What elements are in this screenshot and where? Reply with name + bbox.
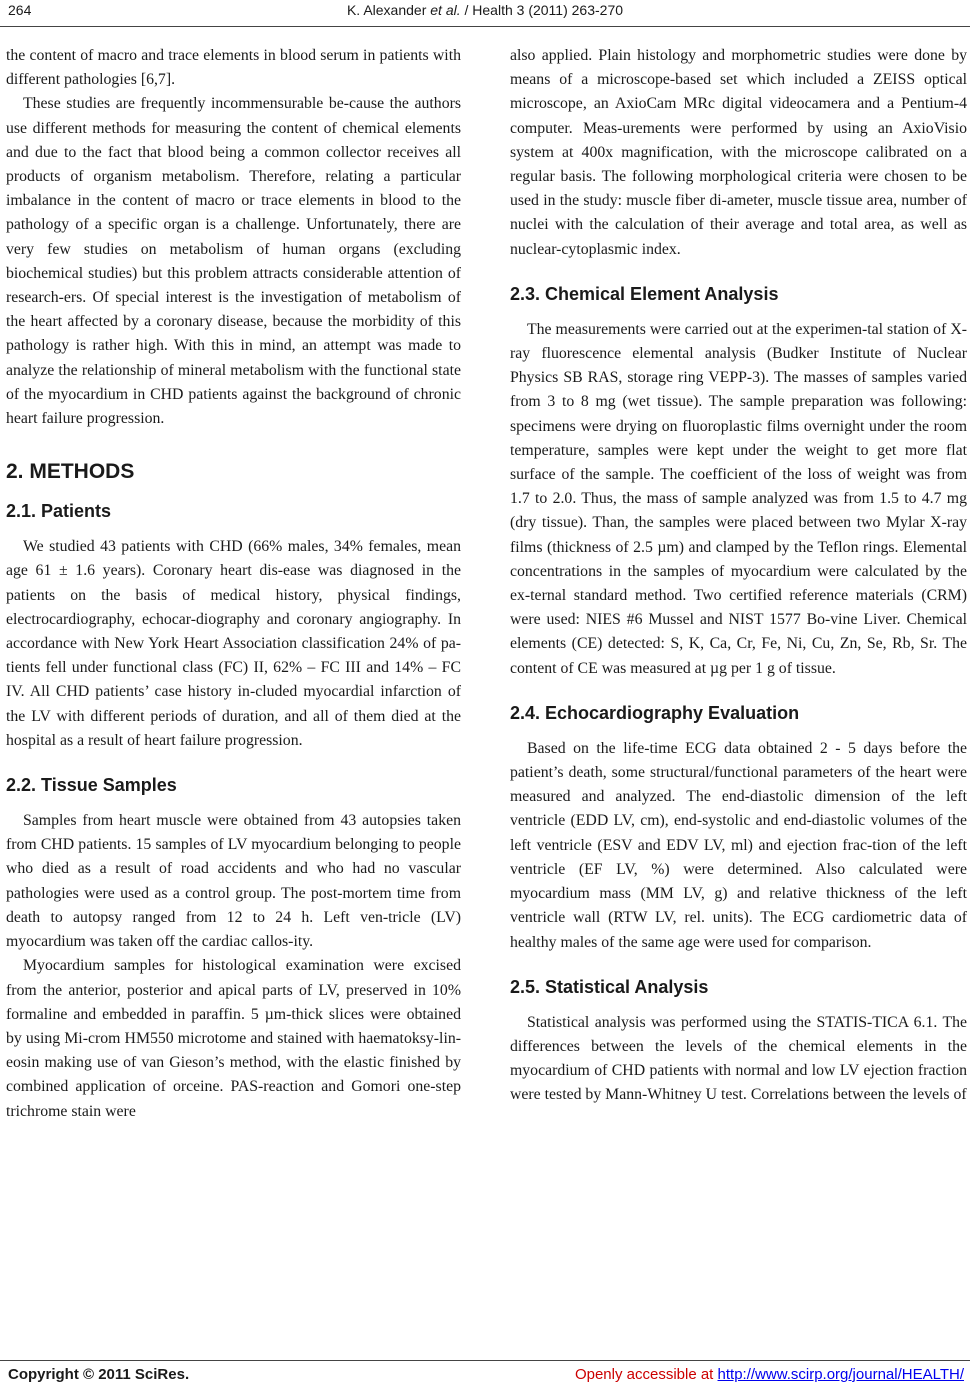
open-access-label: Openly accessible at (574, 1366, 718, 1383)
paragraph: the content of macro and trace elements in blood serum in patients with different pathologies [6,7]. (6, 47, 461, 89)
header-rule (0, 26, 970, 27)
paragraph: We studied 43 patients with CHD (66% males, 34% females, mean age 61 ± 1.6 years). Coronary heart dis-ease was diagnosed in the patients on the basis of medical history, physical findings, electrocardiography, echocar-diography and coronary angiography. In accordance with New York Heart Association classification 24% of pa-tients fell under functional class (FC) II, 62% – FC III and 14% – FC IV. All CHD patients’ case history in-cluded myocardial infarction of the LV with different periods of duration, and all of them died at the hospital as a result of heart failure progression. (6, 538, 461, 749)
journal-link[interactable]: http://www.scirp.org/journal/HEALTH/ (717, 1366, 964, 1383)
running-head-etal: et al. (430, 2, 461, 18)
running-head-citation: / Health 3 (2011) 263-270 (460, 2, 624, 18)
section-heading-methods: 2. METHODS (6, 460, 135, 484)
running-head (0, 2, 970, 18)
page-header (0, 2, 970, 24)
page-number: 264 (8, 2, 32, 18)
footer-rule (0, 1360, 970, 1361)
paragraph: The measurements were carried out at the experimen-tal station of X-ray fluorescence elemental analysis (Budker Institute of Nuclear Physics SB RAS, storage ring VEPP-3). The masses of samples varied from 3 to 8 mg (wet tissue). The sample preparation was following: specimens were drying on fluoroplastic films overnight under the room temperature, samples were kept under the weight to get more flat surface of the sample. The coefficient of the loss of weight was from 1.7 to 2.0. Thus, the mass of sample analyzed was from 1.5 to 4.7 mg (dry tissue). Than, the samples were placed between two Mylar X-ray films (thickness of 2.5 µm) and clamped by the Teflon rings. Elemental concentrations in the samples of myocardium were calculated by the ex-ternal standard method. Two certified reference materials (CRM) were used: NIES #6 Mussel and NIST 1577 Bo-vine Liver. Chemical elements (CE) detected: S, K, Ca, Cr, Fe, Ni, Cu, Zn, Se, Rb, Sr. The content of CE was measured at µg per 1 g of tissue. (510, 320, 967, 677)
subsection-heading-chemical-analysis: 2.3. Chemical Element Analysis (510, 283, 779, 304)
paragraph: also applied. Plain histology and morphometric studies were done by means of a microscope-based set which included a ZEISS optical microscope, an AxioCam MRc digital videocamera and a Pentium-4 computer. Meas-urements were performed by using an AxioVisio system at 400x magnification, with the microscope calibrated on a regular basis. The following morphological criteria were chosen to be used in the study: muscle fiber di-ameter, muscle tissue area, number of nuclei with the calculation of their average and total area, as well as nuclear-cytoplasmic index. (510, 47, 967, 258)
left-column (6, 44, 461, 1124)
running-head-authors: K. Alexander (346, 2, 431, 18)
subsection-heading-echocardiography: 2.4. Echocardiography Evaluation (510, 702, 800, 723)
right-column (510, 44, 967, 1108)
paragraph: These studies are frequently incommensurable be-cause the authors use different methods for measuring the content of chemical elements and due to the fact that blood being a common collector receives all products of organism metabolism. Therefore, relating a particular imbalance in the content of macro or trace elements in blood to the pathology of a specific organ is a challenge. Unfortunately, there are very few studies on metabolism of human organs (excluding biochemical studies) but this problem attracts considerable attention of research-ers. Of special interest is the investigation of metabolism of the heart affected by a coronary disease, because the morbidity of this pathology is rather high. With this in mind, an attempt was made to analyze the relationship of mineral metabolism with the functional state of the myocardium in CHD patients against the background of chronic heart failure progression. (6, 95, 461, 428)
copyright-notice: Copyright © 2011 SciRes. (8, 1366, 190, 1383)
subsection-heading-statistical-analysis: 2.5. Statistical Analysis (510, 976, 709, 997)
paragraph: Based on the life-time ECG data obtained 2 - 5 days before the patient’s death, some structural/functional parameters of the heart were measured and analyzed. The end-diastolic dimension of the left ventricle (EDD LV, cm), end-systolic and end-diastolic volumes of the left ventricle (ESV and EDV LV, ml) and ejection frac-tion of the left ventricle (EF LV, %) were determined. Also calculated were myocardium mass (MM LV, g) and relative thickness of the left ventricle wall (RTW LV, rel. units). The ECG cardiometric data of healthy males of the same age were used for comparison. (510, 739, 967, 951)
subsection-heading-patients: 2.1. Patients (6, 501, 112, 522)
subsection-heading-tissue-samples: 2.2. Tissue Samples (6, 775, 177, 796)
paragraph: Samples from heart muscle were obtained from 43 autopsies taken from CHD patients. 15 samples of LV myocardium belonging to people who died as a result of road accidents and who had no vascular pathologies were used as a control group. The post-mortem time from death to autopsy ranged from 12 to 24 h. Left ven-tricle (LV) myocardium was taken off the cardiac callos-ity. (6, 812, 461, 951)
open-access-notice (575, 1366, 964, 1383)
paragraph: Statistical analysis was performed using the STATIS-TICA 6.1. The differences between the levels of the chemical elements in the myocardium of CHD patients with normal and low LV ejection fraction were tested by Mann-Whitney U test. Correlations between the levels of (510, 1013, 967, 1104)
paragraph: Myocardium samples for histological examination were excised from the anterior, posterior and apical parts of LV, preserved in 10% formaline and embedded in paraffin. 5 µm-thick slices were obtained by using Mi-crom HM550 microtome and stained with haematoksy-lin-eosin making use of van Gieson’s method, with the elastic finished by combined application of orceine. PAS-reaction and Gomori one-step trichrome stain were (6, 957, 461, 1120)
